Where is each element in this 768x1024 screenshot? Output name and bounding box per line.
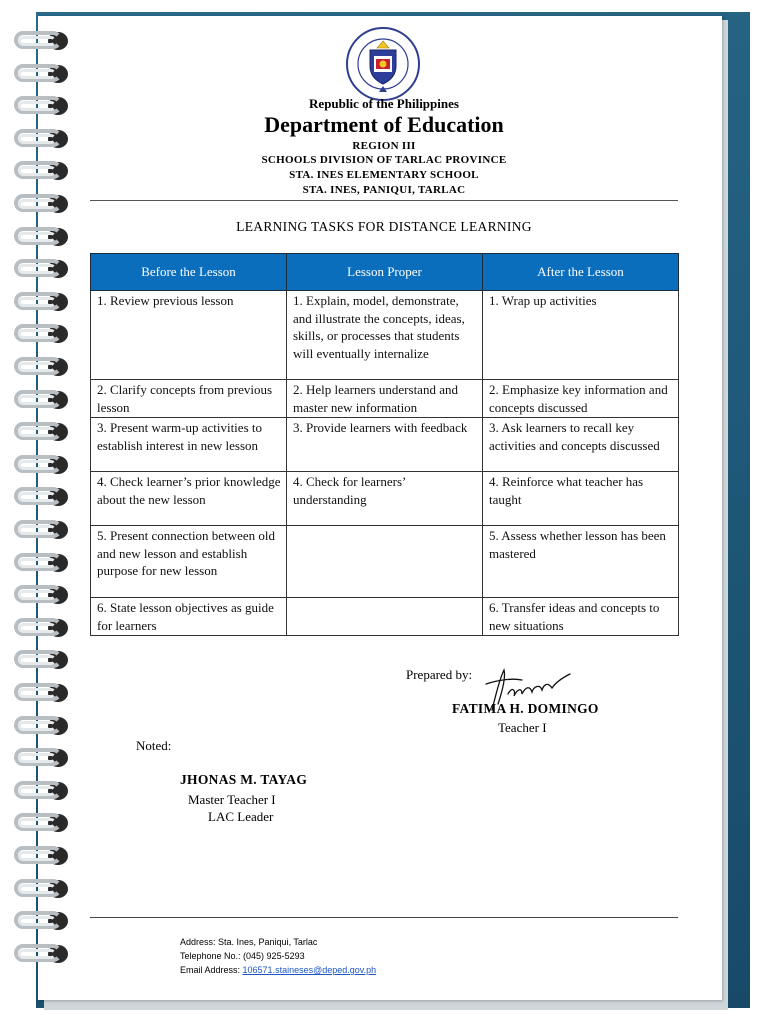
binding-ring — [12, 160, 70, 182]
division-heading: SCHOOLS DIVISION OF TARLAC PROVINCE — [261, 154, 507, 166]
noted-label: Noted: — [136, 738, 172, 753]
table-cell: 2. Clarify concepts from previous lesson — [91, 380, 287, 418]
binding-ring — [12, 552, 70, 574]
table-cell: 4. Reinforce what teacher has taught — [483, 472, 679, 526]
table-row — [91, 472, 679, 526]
column-header-before: Before the Lesson — [91, 254, 287, 291]
table-cell: 4. Check learner’s prior knowledge about the new lesson — [91, 472, 287, 526]
region-heading: REGION III — [352, 140, 416, 152]
table-cell — [287, 598, 483, 636]
table-cell: 4. Check for learners’ understanding — [287, 472, 483, 526]
table-cell: 3. Ask learners to recall key activities and concepts discussed — [483, 418, 679, 472]
binding-ring — [12, 30, 70, 52]
binding-ring — [12, 715, 70, 737]
learning-tasks-table — [90, 253, 679, 636]
footer-email-label: Email Address: — [180, 965, 243, 975]
table-row — [91, 380, 679, 418]
table-header-row — [91, 254, 679, 291]
table-cell: 5. Assess whether lesson has been mastered — [483, 526, 679, 598]
table-cell: 1. Explain, model, demonstrate, and illustrate the concepts, ideas, skills, or processes that students will eventually internalize — [287, 291, 483, 380]
noter-title: Master Teacher I — [188, 792, 276, 807]
table-cell: 3. Present warm-up activities to establish interest in new lesson — [91, 418, 287, 472]
republic-heading: Republic of the Philippines — [309, 96, 459, 111]
binding-ring — [12, 910, 70, 932]
table-cell: 1. Review previous lesson — [91, 291, 287, 380]
school-heading: STA. INES ELEMENTARY SCHOOL — [289, 169, 479, 181]
table-row — [91, 526, 679, 598]
binding-ring — [12, 878, 70, 900]
binding-ring — [12, 226, 70, 248]
binding-ring — [12, 812, 70, 834]
binding-ring — [12, 193, 70, 215]
binding-ring — [12, 780, 70, 802]
footer-telephone: Telephone No.: (045) 925-5293 — [180, 951, 305, 961]
preparer-name: FATIMA H. DOMINGO — [452, 701, 599, 716]
table-row — [91, 418, 679, 472]
preparer-title: Teacher I — [498, 720, 547, 735]
binding-ring — [12, 682, 70, 704]
table-cell: 5. Present connection between old and new lesson and establish purpose for new lesson — [91, 526, 287, 598]
prepared-by-label: Prepared by: — [406, 667, 473, 682]
table-row — [91, 598, 679, 636]
binding-ring — [12, 258, 70, 280]
binding-ring — [12, 649, 70, 671]
noter-role: LAC Leader — [208, 809, 274, 824]
footer-email-line — [180, 965, 376, 975]
binding-ring — [12, 747, 70, 769]
column-header-proper: Lesson Proper — [287, 254, 483, 291]
binding-ring — [12, 845, 70, 867]
binding-ring — [12, 617, 70, 639]
binding-ring — [12, 486, 70, 508]
binding-ring — [12, 95, 70, 117]
binding-ring — [12, 421, 70, 443]
email-link[interactable]: 106571.staineses@deped.gov.ph — [242, 965, 377, 975]
binding-ring — [12, 291, 70, 313]
table-cell: 1. Wrap up activities — [483, 291, 679, 380]
binding-ring — [12, 323, 70, 345]
binding-ring — [12, 128, 70, 150]
school-address-heading: STA. INES, PANIQUI, TARLAC — [302, 184, 466, 196]
binding-ring — [12, 356, 70, 378]
footer-divider — [90, 917, 678, 918]
table-cell: 3. Provide learners with feedback — [287, 418, 483, 472]
table-cell: 6. Transfer ideas and concepts to new situations — [483, 598, 679, 636]
binding-ring — [12, 63, 70, 85]
column-header-after: After the Lesson — [483, 254, 679, 291]
department-heading: Department of Education — [264, 112, 504, 137]
footer-address: Address: Sta. Ines, Paniqui, Tarlac — [180, 937, 318, 947]
table-cell: 6. State lesson objectives as guide for learners — [91, 598, 287, 636]
binding-ring — [12, 584, 70, 606]
table-cell — [287, 526, 483, 598]
table-cell: 2. Help learners understand and master new information — [287, 380, 483, 418]
table-cell: 2. Emphasize key information and concepts discussed — [483, 380, 679, 418]
header-divider — [90, 200, 678, 201]
noter-name: JHONAS M. TAYAG — [180, 772, 308, 787]
binding-ring — [12, 943, 70, 965]
binding-ring — [12, 454, 70, 476]
binding-ring — [12, 519, 70, 541]
binding-ring — [12, 389, 70, 411]
table-row — [91, 291, 679, 380]
deped-seal-icon — [345, 26, 421, 102]
document-title: LEARNING TASKS FOR DISTANCE LEARNING — [236, 219, 532, 234]
spiral-binding — [0, 30, 76, 980]
